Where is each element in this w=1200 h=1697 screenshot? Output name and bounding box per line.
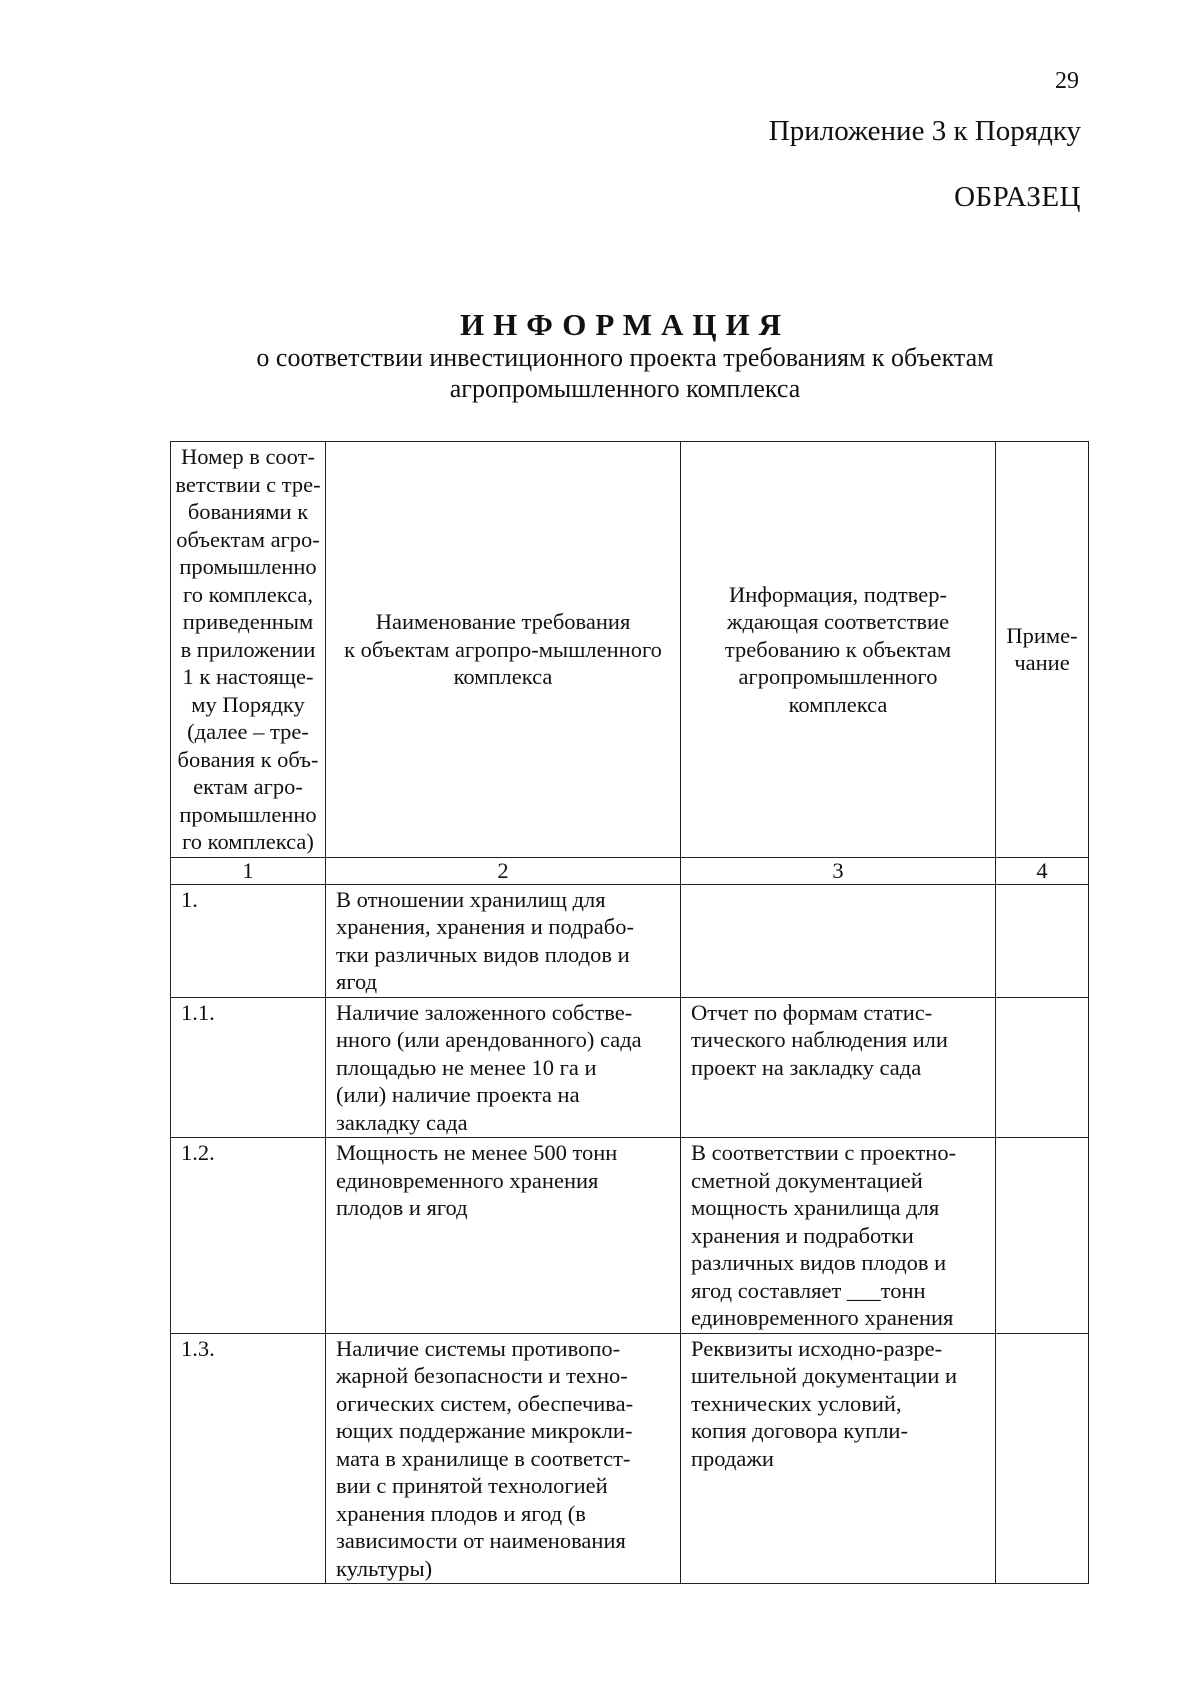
text-line: (или) наличие проекта на xyxy=(336,1082,580,1107)
row-note xyxy=(996,1138,1089,1334)
text-line: Отчет по формам статис- xyxy=(691,999,933,1025)
header-cell-note xyxy=(996,442,1089,858)
text-line: мата в хранилище в соответст- xyxy=(336,1445,631,1471)
appendix-reference: Приложение 3 к Порядку xyxy=(768,115,1081,147)
text-line: тического наблюдения или xyxy=(691,1027,948,1052)
row-number: 1.3. xyxy=(171,1333,326,1584)
text-line: го комплекса, xyxy=(183,581,313,607)
text-line: промышленно xyxy=(179,554,317,579)
table-row xyxy=(171,997,1089,1138)
subtitle-line: о соответствии инвестиционного проекта требованиям к объектам xyxy=(256,343,994,372)
row-requirement xyxy=(326,1138,681,1334)
row-requirement xyxy=(326,1333,681,1584)
text-line: ягод xyxy=(336,969,378,994)
text-line: копия договора купли- xyxy=(691,1418,908,1443)
text-line: Реквизиты исходно-разре- xyxy=(691,1335,943,1361)
text-line: комплекса xyxy=(788,691,888,717)
table-header-row xyxy=(171,442,1089,858)
text-line: чание xyxy=(1014,650,1070,676)
text-line: комплекса xyxy=(453,664,553,689)
column-number: 1 xyxy=(171,857,326,884)
text-line: хранения и подработки xyxy=(691,1222,914,1248)
text-line: ектам агро- xyxy=(193,774,303,799)
text-line: объектам агро- xyxy=(176,526,320,552)
text-line: сметной документацией xyxy=(691,1167,923,1193)
row-note xyxy=(996,1333,1089,1584)
header-cell-number xyxy=(171,442,326,858)
text-line: технических условий, xyxy=(691,1390,902,1416)
text-line: зависимости от наименования xyxy=(336,1528,626,1553)
page-number: 29 xyxy=(1055,68,1079,94)
column-number-row xyxy=(171,857,1089,884)
row-requirement xyxy=(326,884,681,997)
text-line: Наличие заложенного собстве- xyxy=(336,999,633,1025)
text-line: площадью не менее 10 га и xyxy=(336,1054,597,1080)
text-line: (далее – тре- xyxy=(187,719,309,744)
text-line: нного (или арендованного) сада xyxy=(336,1027,642,1052)
text-line: ветствии с тре- xyxy=(175,471,321,497)
header-cell-information xyxy=(681,442,996,858)
text-line: тки различных видов плодов и xyxy=(336,941,630,967)
table-row xyxy=(171,1333,1089,1584)
text-line: Приме- xyxy=(1006,622,1078,648)
text-line: единовременного хранения xyxy=(691,1305,954,1330)
row-note xyxy=(996,884,1089,997)
text-line: промышленно xyxy=(179,801,317,827)
text-line: Наличие системы противопо- xyxy=(336,1335,621,1361)
text-line: Наименование требования xyxy=(375,609,631,634)
header-cell-requirement xyxy=(326,442,681,858)
row-information xyxy=(681,884,996,997)
column-number: 4 xyxy=(996,857,1089,884)
row-number: 1. xyxy=(171,884,326,997)
text-line: закладку сада xyxy=(336,1109,468,1135)
row-information xyxy=(681,1138,996,1334)
text-line: Мощность не менее 500 тонн xyxy=(336,1140,618,1165)
text-line: к объектам агропро-мышленного xyxy=(344,636,662,662)
row-number: 1.1. xyxy=(171,997,326,1138)
text-line: ющих поддержание микрокли- xyxy=(336,1418,633,1443)
text-line: плодов и ягод xyxy=(336,1195,468,1220)
text-line: бованиями к xyxy=(187,499,309,524)
text-line: ягод составляет ___тонн xyxy=(691,1277,926,1303)
text-line: Номер в соот- xyxy=(181,444,315,469)
text-line: хранения, хранения и подрабо- xyxy=(336,914,634,939)
text-line: требованию к объектам xyxy=(724,636,952,662)
text-line: жарной безопасности и техно- xyxy=(336,1363,628,1388)
text-line: продажи xyxy=(691,1445,774,1471)
text-line: го комплекса) xyxy=(182,829,314,854)
text-line: агропромышленного xyxy=(738,664,938,689)
text-line: проект на закладку сада xyxy=(691,1054,922,1080)
text-line: мощность хранилища для xyxy=(691,1195,940,1220)
subtitle-line: агропромышленного комплекса xyxy=(449,374,801,403)
text-line: хранения плодов и ягод (в xyxy=(336,1500,586,1526)
text-line: различных видов плодов и xyxy=(691,1250,947,1275)
row-number: 1.2. xyxy=(171,1138,326,1334)
row-information xyxy=(681,1333,996,1584)
row-requirement xyxy=(326,997,681,1138)
text-line: огических систем, обеспечива- xyxy=(336,1390,634,1416)
text-line: ждающая соответствие xyxy=(726,609,950,634)
text-line: вии с принятой технологией xyxy=(336,1473,608,1498)
text-line: В соответствии с проектно- xyxy=(691,1140,957,1165)
text-line: Информация, подтвер- xyxy=(729,581,947,607)
text-line: приведенным xyxy=(182,609,314,634)
text-line: бования к объ- xyxy=(177,746,319,772)
text-line: 1 к настояще- xyxy=(182,664,314,689)
table-row xyxy=(171,884,1089,997)
row-information xyxy=(681,997,996,1138)
document-title: ИНФОРМАЦИЯ xyxy=(460,307,790,342)
text-line: культуры) xyxy=(336,1555,433,1581)
text-line: в приложении xyxy=(180,636,316,662)
document-subtitle xyxy=(170,342,1080,404)
table-row xyxy=(171,1138,1089,1334)
text-line: единовременного хранения xyxy=(336,1167,599,1193)
text-line: В отношении хранилищ для xyxy=(336,886,606,912)
requirements-table xyxy=(170,441,1089,1584)
text-line: шительной документации и xyxy=(691,1363,958,1388)
sample-label: ОБРАЗЕЦ xyxy=(954,181,1081,213)
column-number: 2 xyxy=(326,857,681,884)
column-number: 3 xyxy=(681,857,996,884)
text-line: му Порядку xyxy=(191,691,305,717)
row-note xyxy=(996,997,1089,1138)
